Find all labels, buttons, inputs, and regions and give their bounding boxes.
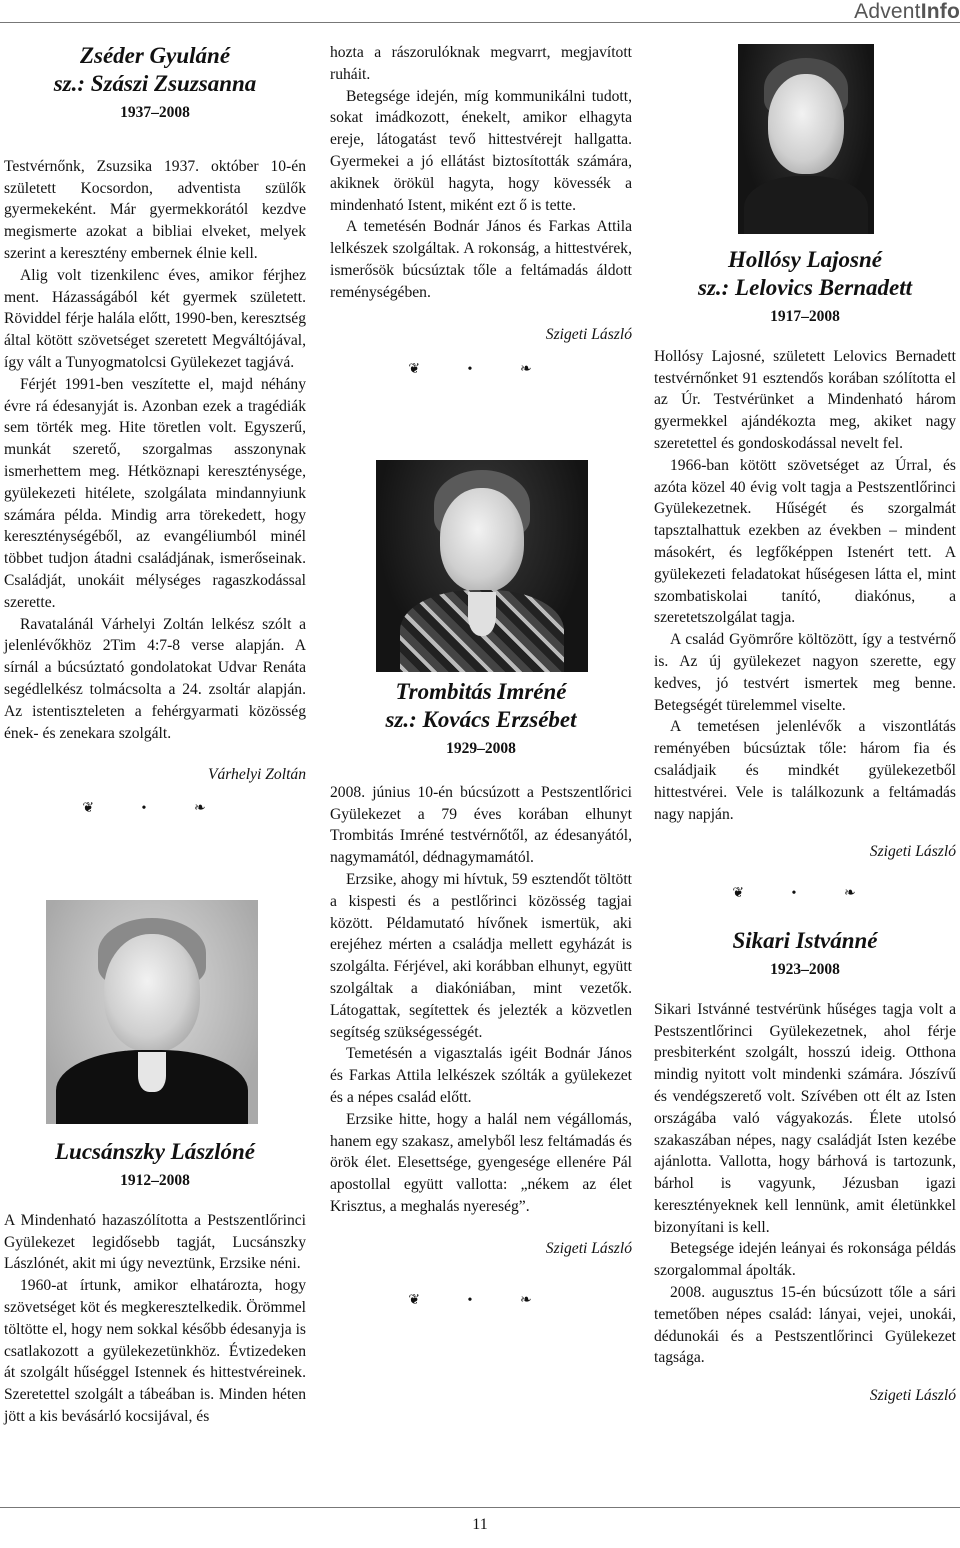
paragraph: Betegsége idején leányai és rokonsága példás szorgalommal ápolták. <box>654 1240 956 1280</box>
ornament-divider: ❦ • ❧ <box>408 362 554 378</box>
ornament-divider: ❦ • ❧ <box>82 801 228 817</box>
paragraph: Betegsége idején, míg kommunikálni tudott, sokat imádkozott, énekelt, amikor elhagyta ereje, látogatást tevő hittestvérejt hallgatta. Gyermekei a jó ellátást biztosították számára, akiknek örökül hagyta, hogy kövessék a mindenható Istent, miként ezt ő is tette. <box>330 87 632 214</box>
signature-szigeti: Szigeti László <box>545 325 632 343</box>
paragraph: 2008. június 10-én búcsúzott a Pestszentlőrici Gyülekezet a 79 éves korában elhunyt Trombitás Imréné testvérnőtől, az édesanyától, nagymamától, dédnagymamától. <box>330 783 632 867</box>
column-1-lower <box>4 1138 306 1428</box>
paragraph: A temetésen jelenlévők a viszontlátás reményében búcsúztak tőle: három fia és családjaik és mindkét gyülekezetből hittestvérei. Vele is találkozunk a feltámadás nagy napján. <box>654 718 956 823</box>
obit-maiden-hollosy: sz.: Lelovics Bernadett <box>698 275 912 300</box>
obit-name-trombitas: Trombitás Imréné <box>395 679 567 704</box>
paragraph: Testvérnőnk, Zsuzsika 1937. október 10-én született Kocsordon, adventista szülők gyermekeként. Már gyermekkorától kezdve megismerte azokat a bibliai elveket, melyek szerint a keresztény embernek élnie kell. <box>4 157 306 262</box>
footer-rule <box>0 1507 960 1508</box>
signature-szigeti: Szigeti László <box>545 1239 632 1257</box>
paragraph: 2008. augusztus 15-én búcsúzott tőle a sári temetőben népes család: lányai, vejei, unokái, dédunokái és a Pestszentlőrinci Gyülekezet tagsága. <box>654 1284 956 1367</box>
paragraph: Temetésén a vigasztalás igéit Bodnár János és Farkas Attila lelkészek szólták a gyülekezet és a népes család előtt. <box>330 1045 632 1106</box>
obit-years-zseder: 1937–2008 <box>120 104 190 121</box>
paragraph: Hollósy Lajosné, született Lelovics Bernadett testvérnőnket 91 esztendős korában szólította el az Úr. Testvérünket a Mindenható három gyermekkel ajándékozta meg, akiket nagy szeretettel és gondoskodással nevelt fel. <box>654 347 956 452</box>
signature-szigeti: Szigeti László <box>869 1387 956 1405</box>
obit-name-lucsanszky: Lucsánszky Lászlóné <box>55 1139 255 1164</box>
obit-years-hollosy: 1917–2008 <box>770 308 840 325</box>
signature-varhelyi: Várhelyi Zoltán <box>207 766 306 784</box>
obit-maiden-zseder: sz.: Szászi Zsuzsanna <box>53 71 257 96</box>
obit-years-sikari: 1923–2008 <box>770 960 840 978</box>
paragraph: Sikari Istvánné testvérünk hűséges tagja volt a Pestszentlőrinci Gyülekezetnek, ahol férje presbiterként szolgált, hosszú ideig. Otthona mindig nyitott volt mindenki számára. Jószívű és vendégszerető volt. Szívében ott élt az Isten országába való vágyakozás. Élete utolsó szakaszában népes, nagy családját Isten kezébe ajánlotta. Vallotta, hogy bárhová is tartozunk, bárhol is vagyunk, Jézusban igazi keresztényeknek kell lennünk, amit életünkkel bizonyítani is kell. <box>654 1000 956 1236</box>
paragraph: hozta a rászorulóknak megvarrt, megjavított ruháit. <box>330 44 632 83</box>
obit-name-sikari: Sikari Istvánné <box>732 927 878 953</box>
paragraph: Alig volt tizenkilenc éves, amikor férjhez ment. Házasságából két gyermek született. Röviddel férje halála előtt, 1990-ben, keresztség által kötött szövetséget szeretett Megváltójával, így vált a Tunyogmatolcsi Gyülekezet tagjává. <box>4 266 306 371</box>
paragraph: 1960-at írtunk, amikor elhatározta, hogy szövetséget köt és megkeresztelkedik. Örömmel töltötte el, hogy nem sokkal később édesanyja is csatlakozott a gyülekezetünkhöz. Évtizedeken át szolgált hűséggel Istennek és hittestvéreinek. Szeretettel szolgált a tábeában is. Minden héten jött a kis bevásárló kocsijával, és <box>4 1277 306 1425</box>
paragraph: Erzsike hitte, hogy a halál nem végállomás, hanem egy szakasz, amelyből lesz feltámadás és örök élet. Elesettsége, gyengesége ellenére Pál apostollal együtt vallotta: „nékem az élet Krisztus, a meghalás nyereség”. <box>330 1110 632 1215</box>
paragraph: A család Gyömrőre költözött, így a testvérnő is. Az új gyülekezet nagyon szerette, egy kedves, jó testvért ismertek meg benne. Betegségét türelemmel viselte. <box>654 631 956 714</box>
page-number: 11 <box>472 1516 488 1533</box>
paragraph: Ravatalánál Várhelyi Zoltán lelkész szólt a jelenlévőkhöz 2Tim 4:7-8 verse alapján. A sírnál a búcsúztató gondolatokat Udvar Renáta segédlelkész tolmácsolta a 24. zsoltár alapján. Az istentiszteleten a fehérgyarmati közösség ének- és zenekara szolgált. <box>4 615 306 742</box>
ornament-divider: ❦ • ❧ <box>408 1292 554 1308</box>
portrait-photo-hollosy <box>738 44 874 234</box>
column-1 <box>4 42 306 820</box>
column-2 <box>330 42 632 381</box>
brand-advent: Advent <box>854 0 921 23</box>
header-rule <box>0 22 960 23</box>
portrait-photo-trombitas <box>376 460 588 672</box>
brand-info: Info <box>920 0 960 23</box>
paragraph: Férjét 1991-ben veszítette el, majd néhány évre rá édesanyját is. Azonban ezek a tragédiák sem törték meg. Hite töretlen volt. Egyszerű, munkát szerető, szorgalmas asszonynak ismerhettem meg. Hétköznapi kereszténysége, gyülekezeti hitélete, szolgálata mindannyiunk számára példa. Mindig arra törekedett, hogy kereszténységéből, az evangéliumból minél többet tudjon átadni családjának, ismerőseinak. Családját, unokáit mélységes ragaszkodással szerette. <box>4 375 306 611</box>
obit-years-trombitas: 1929–2008 <box>446 740 516 757</box>
header-brand <box>854 0 960 22</box>
obit-name-zseder: Zséder Gyuláné <box>79 43 231 68</box>
paragraph: A Mindenható hazaszólította a Pestszentlőrinci Gyülekezet legidősebb tagját, Lucsánszky Lászlónét, akit mi úgy neveztünk, Erzsike néni. <box>4 1211 306 1273</box>
obit-years-lucsanszky: 1912–2008 <box>120 1172 190 1189</box>
column-2-lower <box>330 678 632 1311</box>
obit-name-hollosy: Hollósy Lajosné <box>728 247 882 272</box>
paragraph: 1966-ban kötött szövetséget az Úrral, és azóta közel 40 évig volt tagja a Pestszentlőrinci Gyülekezetnek. Hűségét és szorgalmát tapsztalhattuk ezekben az években – mindent másokért, és legfőképpen Istenért tett. A gyülekezeti feladatokat hűségesen látta el, mint szombatiskolai tanító, diakónus, a szeretetszolgálat tagja. <box>654 456 956 627</box>
obit-maiden-trombitas: sz.: Kovács Erzsébet <box>385 707 577 732</box>
paragraph: A temetésén Bodnár János és Farkas Attila lelkészek szolgáltak. A rokonság, a hittestvérek, ismerősök búcsúztak tőle a feltámadás áldott reménységében. <box>330 218 632 301</box>
portrait-photo-lucsanszky <box>46 900 258 1124</box>
column-3 <box>654 246 956 1407</box>
signature-szigeti: Szigeti László <box>869 843 956 861</box>
paragraph: Erzsike, ahogy mi hívtuk, 59 esztendőt töltött a kispesti és a pestlőrinci közösség tagjai között. Példamutató hívőnek ismertük, aki erejéhez mérten a családja mellett egyházát is szolgálta. Férjével, aki korábban elhunyt, együtt szolgáltak a diakóniában, mint vezetők. Látogattak, segítettek és jelezték a közvetlen segítség szükségességét. <box>330 870 632 1041</box>
ornament-divider: ❦ • ❧ <box>732 886 878 902</box>
